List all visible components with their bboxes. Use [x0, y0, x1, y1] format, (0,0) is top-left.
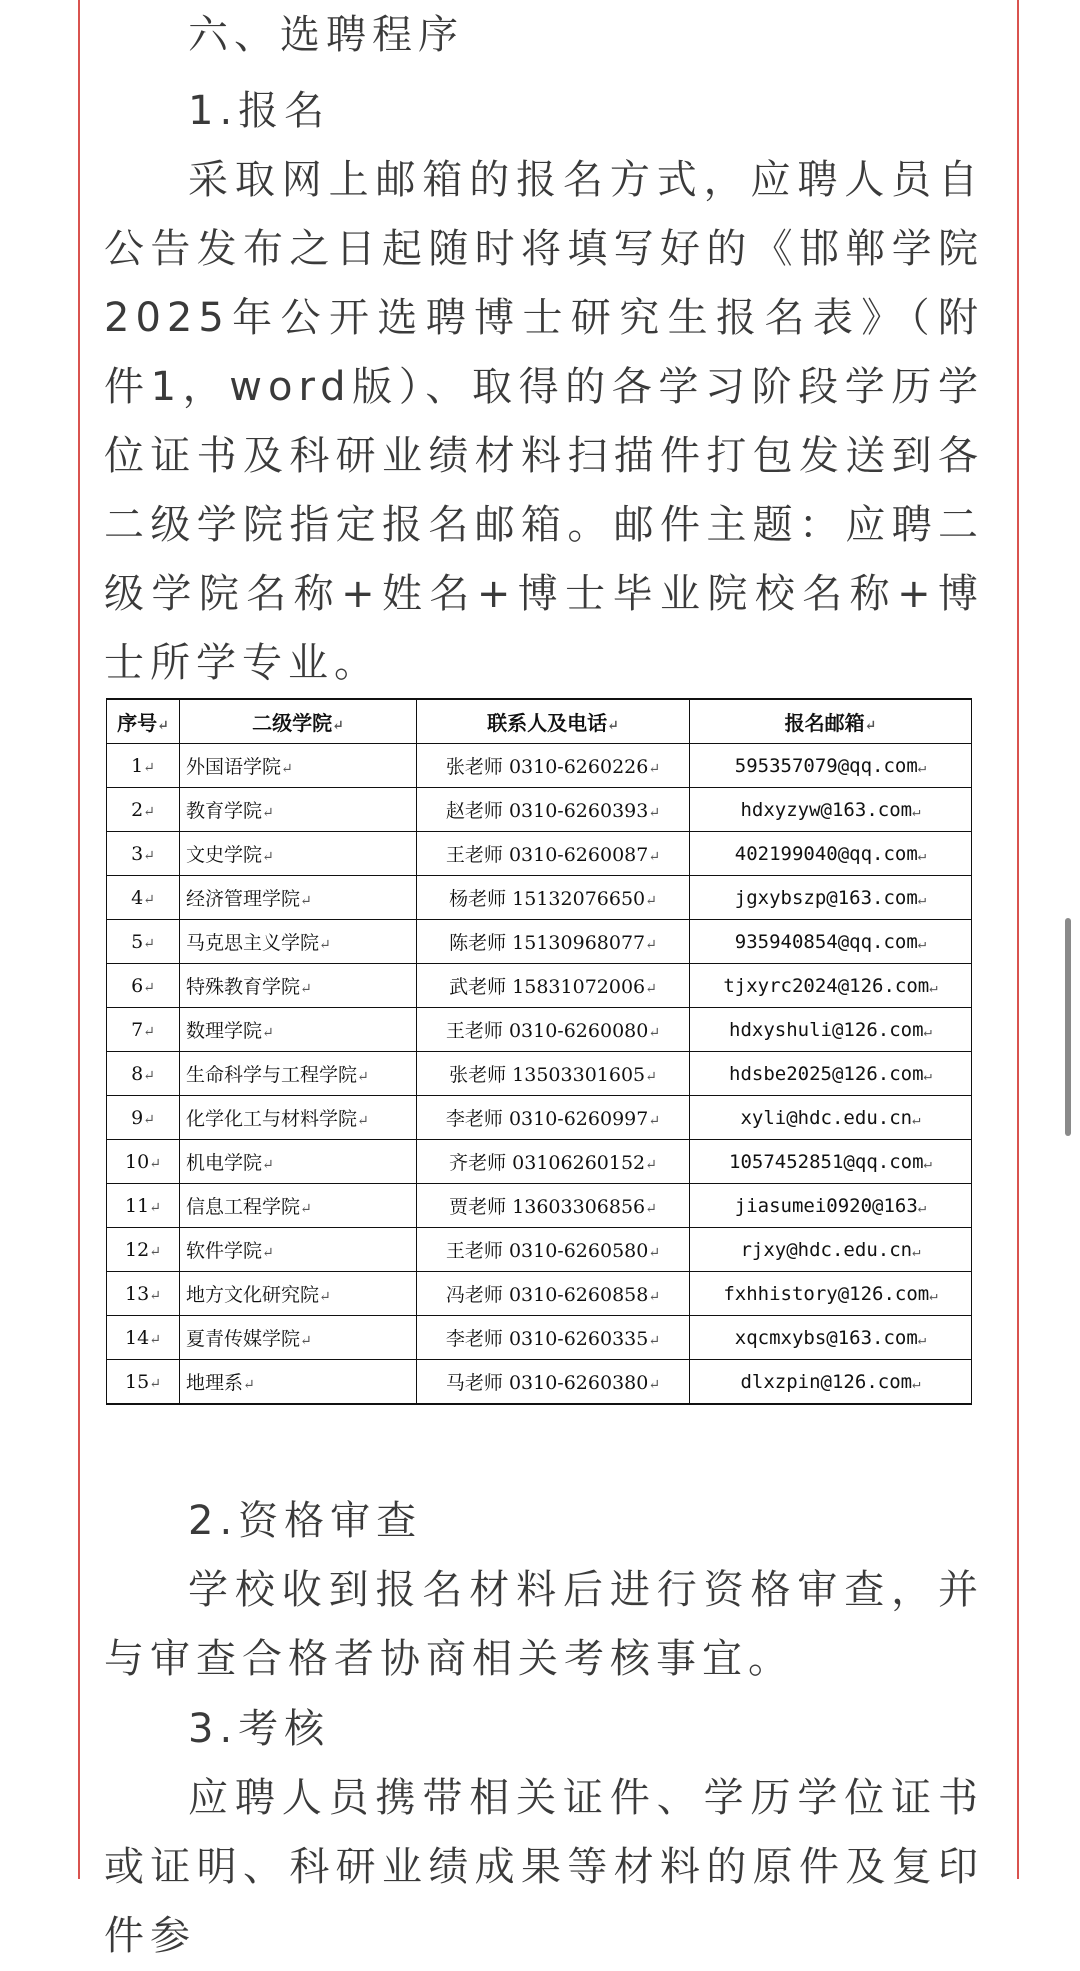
- table-row: [107, 1316, 972, 1360]
- cell-college-text: 生命科学与工程学院: [186, 1064, 358, 1086]
- return-mark: ↵: [648, 1113, 661, 1129]
- cell-college: [180, 1272, 417, 1316]
- cell-college-text: 化学化工与材料学院: [186, 1108, 358, 1130]
- cell-email: [690, 1140, 972, 1184]
- table-row: [107, 744, 972, 788]
- return-mark: ↵: [648, 849, 661, 865]
- cell-college-text: 马克思主义学院: [186, 932, 320, 954]
- article-body-lower: [104, 1486, 984, 1971]
- return-mark: ↵: [917, 759, 927, 776]
- cell-no: [107, 1052, 180, 1096]
- cell-college-text: 外国语学院: [186, 756, 282, 778]
- return-mark: ↵: [912, 1243, 921, 1260]
- cell-contact: [417, 1360, 690, 1405]
- cell-contact-text: 马老师 0310-6260380: [445, 1372, 649, 1394]
- cell-contact: [417, 1096, 690, 1140]
- cell-no: [107, 1096, 180, 1140]
- cell-college-text: 机电学院: [186, 1152, 263, 1174]
- cell-contact: [417, 1228, 690, 1272]
- return-mark: ↵: [149, 1375, 161, 1392]
- cell-college: [180, 1360, 417, 1405]
- cell-email-text: 595357079@qq.com: [734, 754, 918, 777]
- cell-no: [107, 1008, 180, 1052]
- return-mark: ↵: [300, 893, 312, 909]
- table-row: [107, 1096, 972, 1140]
- cell-contact: [417, 876, 690, 920]
- table-row: [107, 876, 972, 920]
- cell-no: [107, 1272, 180, 1316]
- cell-college-text: 地理系: [186, 1372, 244, 1394]
- table-row: [107, 832, 972, 876]
- cell-email-text: jiasumei0920@163: [734, 1194, 918, 1217]
- cell-college: [180, 920, 417, 964]
- step3-paragraph: 应聘人员携带相关证件、学历学位证书或证明、科研业绩成果等材料的原件及复印件参: [104, 1775, 984, 1959]
- return-mark: ↵: [300, 1201, 312, 1217]
- cell-email: [690, 744, 972, 788]
- page-border-left: [78, 0, 80, 1879]
- cell-email: [690, 1360, 972, 1405]
- cell-contact: [417, 744, 690, 788]
- return-mark: ↵: [149, 1199, 161, 1216]
- return-mark: ↵: [923, 1155, 932, 1172]
- return-mark: ↵: [648, 1025, 661, 1041]
- registration-table: [106, 698, 972, 1405]
- cell-no: [107, 964, 180, 1008]
- return-mark: ↵: [648, 1333, 661, 1349]
- return-mark: ↵: [912, 1375, 921, 1392]
- table-row: [107, 1228, 972, 1272]
- return-mark: ↵: [648, 1377, 661, 1393]
- cell-email-text: 1057452851@qq.com: [729, 1150, 924, 1173]
- cell-no: [107, 832, 180, 876]
- cell-email: [690, 1316, 972, 1360]
- table-row: [107, 788, 972, 832]
- step3-heading: 3.考核: [188, 1706, 331, 1752]
- return-mark: ↵: [143, 935, 155, 952]
- return-mark: ↵: [300, 981, 312, 997]
- cell-no-text: 13: [125, 1282, 150, 1305]
- cell-college-text: 夏青传媒学院: [186, 1328, 301, 1350]
- return-mark: ↵: [929, 1287, 938, 1304]
- cell-contact-text: 贾老师 13603306856: [449, 1196, 646, 1218]
- return-mark: ↵: [143, 759, 155, 776]
- cell-college: [180, 832, 417, 876]
- cell-college-text: 文史学院: [186, 844, 263, 866]
- cell-email: [690, 1052, 972, 1096]
- cell-college: [180, 1140, 417, 1184]
- table-row: [107, 1052, 972, 1096]
- cell-no: [107, 1184, 180, 1228]
- cell-no-text: 3: [131, 842, 144, 865]
- return-mark: ↵: [923, 1067, 932, 1084]
- return-mark: ↵: [917, 847, 927, 864]
- cell-no-text: 4: [131, 886, 144, 909]
- return-mark: ↵: [143, 847, 155, 864]
- cell-no-text: 2: [131, 798, 144, 821]
- cell-no-text: 14: [125, 1326, 150, 1349]
- cell-contact: [417, 788, 690, 832]
- cell-contact-text: 张老师 0310-6260226: [445, 756, 649, 778]
- return-mark: ↵: [243, 1377, 255, 1393]
- cell-email: [690, 1272, 972, 1316]
- cell-no: [107, 1360, 180, 1405]
- registration-table-wrapper: [106, 698, 972, 1405]
- return-mark: ↵: [917, 935, 927, 952]
- return-mark: ↵: [143, 1111, 155, 1128]
- cell-college-text: 地方文化研究院: [186, 1284, 320, 1306]
- cell-contact: [417, 1140, 690, 1184]
- table-body: [107, 744, 972, 1405]
- cell-contact-text: 武老师 15831072006: [449, 976, 646, 998]
- cell-email-text: 935940854@qq.com: [734, 930, 918, 953]
- return-mark: ↵: [357, 1113, 369, 1129]
- return-mark: ↵: [648, 805, 661, 821]
- cell-contact-text: 张老师 13503301605: [449, 1064, 646, 1086]
- cell-contact-text: 赵老师 0310-6260393: [445, 800, 649, 822]
- cell-contact-text: 陈老师 15130968077: [449, 932, 646, 954]
- cell-college: [180, 876, 417, 920]
- return-mark: ↵: [300, 1333, 312, 1349]
- cell-email-text: xyli@hdc.edu.cn: [740, 1106, 913, 1129]
- cell-no-text: 8: [131, 1062, 144, 1085]
- cell-email: [690, 920, 972, 964]
- cell-no: [107, 1140, 180, 1184]
- return-mark: ↵: [319, 1289, 331, 1305]
- cell-no: [107, 744, 180, 788]
- cell-contact-text: 王老师 0310-6260087: [445, 844, 649, 866]
- return-mark: ↵: [149, 1243, 161, 1260]
- cell-contact-text: 王老师 0310-6260080: [445, 1020, 649, 1042]
- cell-contact: [417, 1184, 690, 1228]
- cell-email-text: hdxyzyw@163.com: [740, 798, 913, 821]
- return-mark: ↵: [262, 1157, 274, 1173]
- return-mark: ↵: [143, 891, 155, 908]
- table-row: [107, 964, 972, 1008]
- table-row: [107, 920, 972, 964]
- return-mark: ↵: [645, 937, 657, 953]
- return-mark: ↵: [262, 849, 274, 865]
- return-mark: ↵: [149, 1331, 161, 1348]
- return-mark: ↵: [923, 1023, 932, 1040]
- cell-email-text: xqcmxybs@163.com: [734, 1326, 918, 1349]
- cell-email-text: tjxyrc2024@126.com: [723, 974, 930, 997]
- return-mark: ↵: [149, 1155, 161, 1172]
- return-mark: ↵: [143, 1067, 155, 1084]
- cell-college-text: 教育学院: [186, 800, 263, 822]
- cell-contact: [417, 1008, 690, 1052]
- cell-college-text: 特殊教育学院: [186, 976, 301, 998]
- cell-email-text: dlxzpin@126.com: [740, 1370, 913, 1393]
- cell-no-text: 7: [131, 1018, 144, 1041]
- cell-college-text: 软件学院: [186, 1240, 263, 1262]
- cell-contact: [417, 1316, 690, 1360]
- cell-no-text: 10: [125, 1150, 150, 1173]
- cell-contact-text: 李老师 0310-6260335: [445, 1328, 649, 1350]
- step2-paragraph: 学校收到报名材料后进行资格审查，并与审查合格者协商相关考核事宜。: [104, 1567, 984, 1682]
- cell-college: [180, 1316, 417, 1360]
- step1-heading: 1.报名: [188, 88, 331, 134]
- cell-email: [690, 1228, 972, 1272]
- return-mark: ↵: [262, 805, 274, 821]
- cell-no-text: 11: [125, 1194, 150, 1217]
- cell-college-text: 信息工程学院: [186, 1196, 301, 1218]
- table-header-row: [107, 699, 972, 744]
- cell-contact: [417, 920, 690, 964]
- cell-no: [107, 1316, 180, 1360]
- cell-contact: [417, 1272, 690, 1316]
- return-mark: ↵: [648, 761, 661, 777]
- return-mark: ↵: [929, 979, 938, 996]
- cell-college: [180, 1052, 417, 1096]
- cell-email-text: hdxyshuli@126.com: [729, 1018, 924, 1041]
- return-mark: ↵: [281, 761, 293, 777]
- table-row: [107, 1140, 972, 1184]
- return-mark: ↵: [912, 1111, 921, 1128]
- cell-college: [180, 1184, 417, 1228]
- cell-email-text: 402199040@qq.com: [734, 842, 918, 865]
- cell-no-text: 12: [125, 1238, 150, 1261]
- cell-no: [107, 788, 180, 832]
- cell-contact: [417, 1052, 690, 1096]
- cell-email: [690, 1184, 972, 1228]
- return-mark: ↵: [917, 891, 927, 908]
- cell-no: [107, 876, 180, 920]
- return-mark: ↵: [917, 1331, 927, 1348]
- cell-no: [107, 920, 180, 964]
- cell-college: [180, 1008, 417, 1052]
- return-mark: ↵: [262, 1025, 274, 1041]
- return-mark: ↵: [262, 1245, 274, 1261]
- return-mark: ↵: [149, 1287, 161, 1304]
- return-mark: ↵: [648, 1289, 661, 1305]
- cell-no: [107, 1228, 180, 1272]
- page-border-right: [1017, 0, 1019, 1879]
- cell-contact-text: 杨老师 15132076650: [449, 888, 646, 910]
- cell-college: [180, 1228, 417, 1272]
- cell-contact-text: 齐老师 03106260152: [449, 1152, 646, 1174]
- header-contact: 联系人及电话↵: [417, 699, 690, 744]
- cell-email-text: jgxybszp@163.com: [734, 886, 918, 909]
- cell-email-text: fxhhistory@126.com: [723, 1282, 930, 1305]
- return-mark: ↵: [645, 893, 657, 909]
- cell-no-text: 1: [131, 754, 144, 777]
- table-row: [107, 1272, 972, 1316]
- return-mark: ↵: [143, 979, 155, 996]
- cell-contact-text: 李老师 0310-6260997: [445, 1108, 649, 1130]
- cell-college: [180, 1096, 417, 1140]
- return-mark: ↵: [917, 1199, 927, 1216]
- return-mark: ↵: [645, 1157, 657, 1173]
- cell-email: [690, 1008, 972, 1052]
- cell-email: [690, 1096, 972, 1140]
- table-row: [107, 1360, 972, 1405]
- cell-contact: [417, 964, 690, 1008]
- cell-email-text: rjxy@hdc.edu.cn: [740, 1238, 913, 1261]
- header-no: 序号↵: [107, 699, 180, 744]
- return-mark: ↵: [143, 803, 155, 820]
- return-mark: ↵: [157, 718, 169, 734]
- cell-contact-text: 冯老师 0310-6260858: [445, 1284, 649, 1306]
- cell-email-text: hdsbe2025@126.com: [729, 1062, 924, 1085]
- cell-college-text: 数理学院: [186, 1020, 263, 1042]
- cell-email: [690, 964, 972, 1008]
- cell-no-text: 9: [131, 1106, 144, 1129]
- cell-no-text: 15: [125, 1370, 150, 1393]
- return-mark: ↵: [319, 937, 331, 953]
- cell-college: [180, 788, 417, 832]
- return-mark: ↵: [143, 1023, 155, 1040]
- cell-college-text: 经济管理学院: [186, 888, 301, 910]
- section-heading: 六、选聘程序: [188, 12, 464, 58]
- table-row: [107, 1184, 972, 1228]
- header-college: 二级学院↵: [180, 699, 417, 744]
- cell-contact-text: 王老师 0310-6260580: [445, 1240, 649, 1262]
- cell-email: [690, 832, 972, 876]
- step1-paragraph: 采取网上邮箱的报名方式，应聘人员自公告发布之日起随时将填写好的《邯郸学院2025年公开选聘博士研究生报名表》（附件1，word版）、取得的各学习阶段学历学位证书及科研业绩材料扫描件打包发送到各二级学院指定报名邮箱。邮件主题：应聘二级学院名称+姓名+博士毕业院校名称+博士所学专业。: [104, 157, 984, 686]
- cell-college: [180, 744, 417, 788]
- scrollbar-thumb[interactable]: [1065, 918, 1071, 1136]
- return-mark: ↵: [645, 1201, 657, 1217]
- cell-no-text: 6: [131, 974, 144, 997]
- cell-email: [690, 788, 972, 832]
- cell-contact: [417, 832, 690, 876]
- table-row: [107, 1008, 972, 1052]
- return-mark: ↵: [357, 1069, 369, 1085]
- cell-no-text: 5: [131, 930, 144, 953]
- cell-email: [690, 876, 972, 920]
- return-mark: ↵: [645, 1069, 657, 1085]
- return-mark: ↵: [648, 1245, 661, 1261]
- return-mark: ↵: [912, 803, 921, 820]
- header-email: 报名邮箱↵: [690, 699, 972, 744]
- article-body-upper: [104, 0, 984, 698]
- cell-college: [180, 964, 417, 1008]
- return-mark: ↵: [645, 981, 657, 997]
- step2-heading: 2.资格审查: [188, 1498, 423, 1544]
